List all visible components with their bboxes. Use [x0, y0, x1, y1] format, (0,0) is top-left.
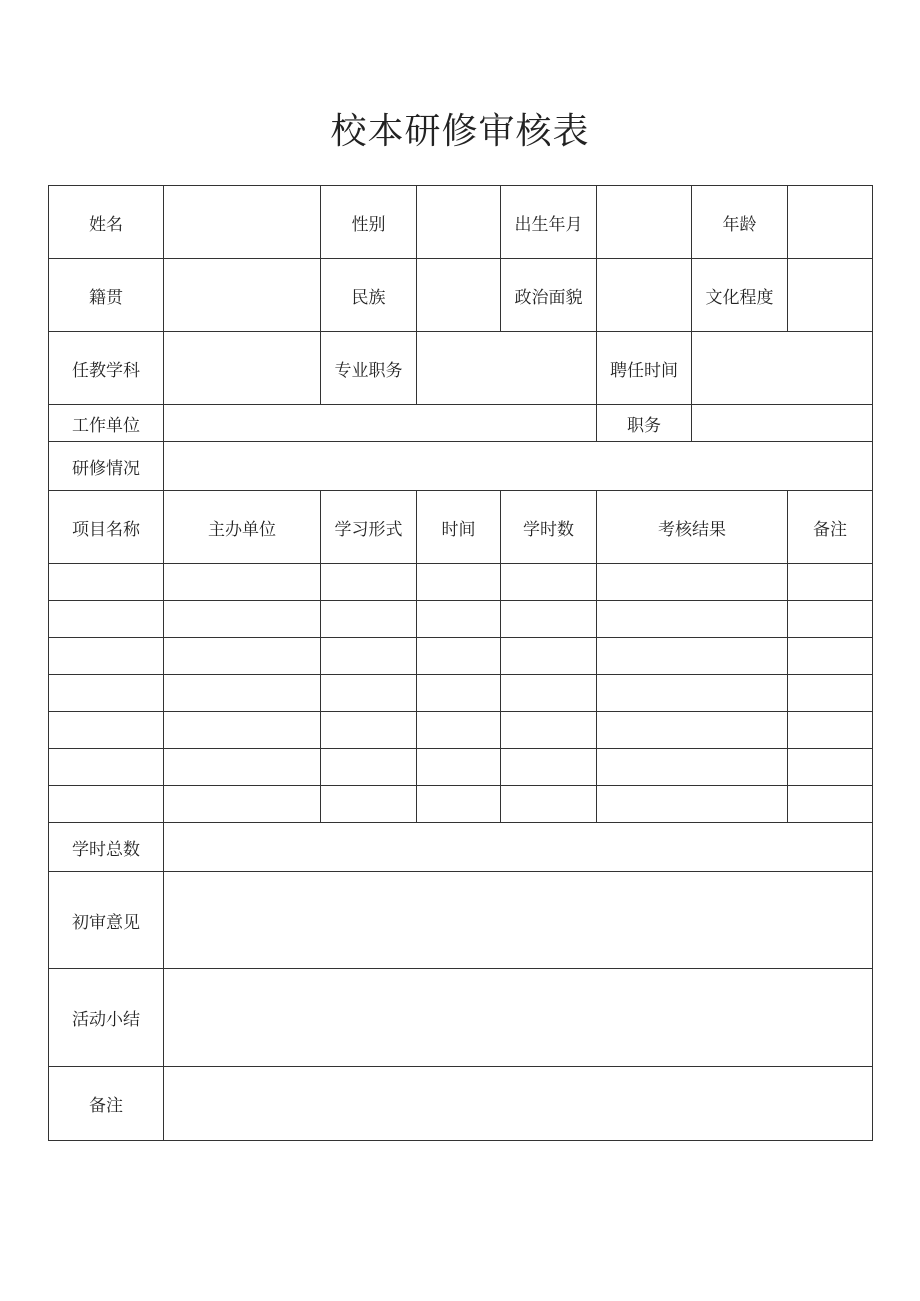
- education-field[interactable]: [788, 259, 873, 332]
- activity-cell[interactable]: [164, 675, 321, 712]
- activity-cell[interactable]: [788, 749, 873, 786]
- activity-row: [49, 712, 873, 749]
- activity-cell[interactable]: [597, 749, 788, 786]
- activity-cell[interactable]: [49, 712, 164, 749]
- activity-cell[interactable]: [597, 786, 788, 823]
- activity-cell[interactable]: [49, 675, 164, 712]
- birth-field[interactable]: [597, 186, 692, 259]
- activity-cell[interactable]: [49, 564, 164, 601]
- activity-header-time: 时间: [417, 491, 501, 564]
- activity-cell[interactable]: [788, 638, 873, 675]
- activity-cell[interactable]: [49, 749, 164, 786]
- activity-cell[interactable]: [321, 786, 417, 823]
- activity-cell[interactable]: [788, 564, 873, 601]
- ethnicity-field[interactable]: [417, 259, 501, 332]
- activity-cell[interactable]: [417, 786, 501, 823]
- activity-cell[interactable]: [417, 749, 501, 786]
- education-label: 文化程度: [692, 259, 788, 332]
- activity-row: [49, 749, 873, 786]
- row-remarks: [49, 1067, 873, 1141]
- activity-cell[interactable]: [501, 786, 597, 823]
- hire-date-label: 聘任时间: [597, 332, 692, 405]
- activity-cell[interactable]: [49, 638, 164, 675]
- activity-header-project: 项目名称: [49, 491, 164, 564]
- professional-title-label: 专业职务: [321, 332, 417, 405]
- activity-row: [49, 786, 873, 823]
- total-hours-field[interactable]: [164, 823, 873, 872]
- position-field[interactable]: [692, 405, 873, 442]
- activity-cell[interactable]: [164, 749, 321, 786]
- activity-cell[interactable]: [597, 638, 788, 675]
- preliminary-opinion-label: 初审意见: [49, 872, 164, 969]
- professional-title-field[interactable]: [417, 332, 597, 405]
- subject-label: 任教学科: [49, 332, 164, 405]
- activity-cell[interactable]: [501, 601, 597, 638]
- activity-cell[interactable]: [501, 564, 597, 601]
- review-form-table: [48, 185, 873, 1141]
- activity-cell[interactable]: [164, 564, 321, 601]
- gender-label: 性别: [321, 186, 417, 259]
- activity-header-organizer: 主办单位: [164, 491, 321, 564]
- political-status-field[interactable]: [597, 259, 692, 332]
- activity-summary-label: 活动小结: [49, 969, 164, 1067]
- activity-cell[interactable]: [788, 712, 873, 749]
- hire-date-field[interactable]: [692, 332, 873, 405]
- activity-cell[interactable]: [417, 712, 501, 749]
- activity-cell[interactable]: [164, 601, 321, 638]
- activity-cell[interactable]: [597, 564, 788, 601]
- activity-header-row: [49, 491, 873, 564]
- birth-label: 出生年月: [501, 186, 597, 259]
- activity-cell[interactable]: [788, 601, 873, 638]
- age-field[interactable]: [788, 186, 873, 259]
- activity-cell[interactable]: [49, 786, 164, 823]
- preliminary-opinion-field[interactable]: [164, 872, 873, 969]
- activity-cell[interactable]: [501, 638, 597, 675]
- activity-row: [49, 601, 873, 638]
- remarks-field[interactable]: [164, 1067, 873, 1141]
- activity-cell[interactable]: [321, 712, 417, 749]
- activity-cell[interactable]: [501, 749, 597, 786]
- activity-cell[interactable]: [597, 601, 788, 638]
- activity-cell[interactable]: [417, 564, 501, 601]
- row-basic-info-1: [49, 186, 873, 259]
- activity-cell[interactable]: [321, 675, 417, 712]
- activity-cell[interactable]: [597, 675, 788, 712]
- activity-cell[interactable]: [321, 638, 417, 675]
- page-title: 校本研修审核表: [330, 111, 590, 152]
- activity-summary-field[interactable]: [164, 969, 873, 1067]
- gender-field[interactable]: [417, 186, 501, 259]
- activity-row: [49, 564, 873, 601]
- remarks-label: 备注: [49, 1067, 164, 1141]
- study-status-label: 研修情况: [49, 442, 164, 491]
- ethnicity-label: 民族: [321, 259, 417, 332]
- row-total-hours: [49, 823, 873, 872]
- work-unit-field[interactable]: [164, 405, 597, 442]
- native-place-field[interactable]: [164, 259, 321, 332]
- name-field[interactable]: [164, 186, 321, 259]
- activity-cell[interactable]: [321, 749, 417, 786]
- activity-cell[interactable]: [501, 712, 597, 749]
- age-label: 年龄: [692, 186, 788, 259]
- row-activity-summary: [49, 969, 873, 1067]
- political-status-label: 政治面貌: [501, 259, 597, 332]
- row-preliminary-opinion: [49, 872, 873, 969]
- row-work-unit: [49, 405, 873, 442]
- total-hours-label: 学时总数: [49, 823, 164, 872]
- activity-cell[interactable]: [417, 638, 501, 675]
- activity-cell[interactable]: [164, 638, 321, 675]
- activity-cell[interactable]: [501, 675, 597, 712]
- subject-field[interactable]: [164, 332, 321, 405]
- activity-cell[interactable]: [164, 786, 321, 823]
- activity-row: [49, 638, 873, 675]
- row-basic-info-3: [49, 332, 873, 405]
- activity-cell[interactable]: [788, 675, 873, 712]
- work-unit-label: 工作单位: [49, 405, 164, 442]
- activity-header-remarks: 备注: [788, 491, 873, 564]
- row-study-status: [49, 442, 873, 491]
- activity-cell[interactable]: [321, 564, 417, 601]
- activity-cell[interactable]: [788, 786, 873, 823]
- name-label: 姓名: [49, 186, 164, 259]
- native-place-label: 籍贯: [49, 259, 164, 332]
- activity-header-format: 学习形式: [321, 491, 417, 564]
- activity-header-result: 考核结果: [597, 491, 788, 564]
- position-label: 职务: [597, 405, 692, 442]
- activity-header-hours: 学时数: [501, 491, 597, 564]
- study-status-field[interactable]: [164, 442, 873, 491]
- activity-cell[interactable]: [321, 601, 417, 638]
- activity-cell[interactable]: [597, 712, 788, 749]
- activity-cell[interactable]: [164, 712, 321, 749]
- activity-cell[interactable]: [49, 601, 164, 638]
- activity-row: [49, 675, 873, 712]
- activity-cell[interactable]: [417, 601, 501, 638]
- row-basic-info-2: [49, 259, 873, 332]
- activity-cell[interactable]: [417, 675, 501, 712]
